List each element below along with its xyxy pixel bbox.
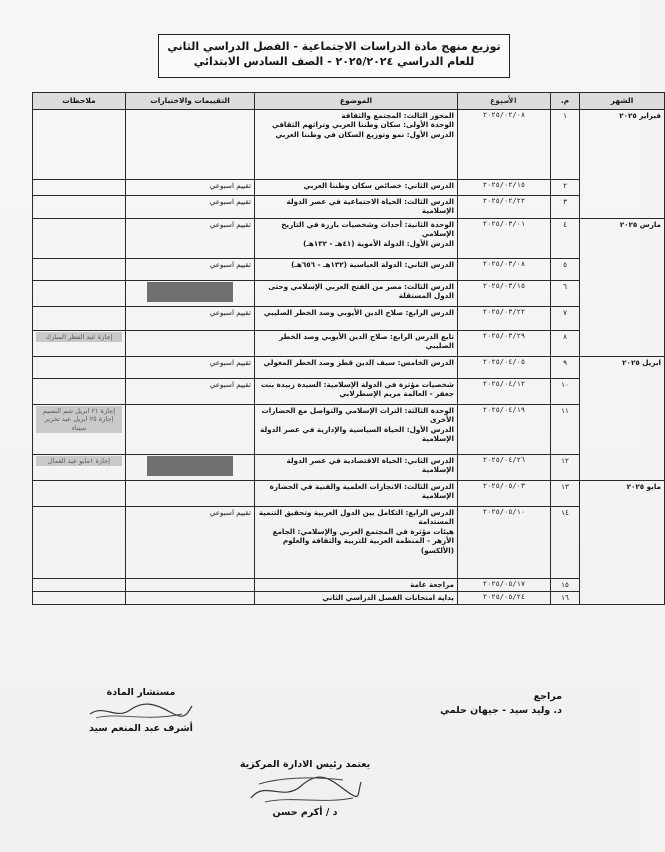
row-number-cell: ١٤ — [551, 507, 580, 579]
approval-block — [220, 758, 390, 820]
evaluation-text: تقييم اسبوعي — [209, 308, 251, 317]
topic-line: الدرس الأول: الحياة السياسية والإدارية في عصر الدولة الإسلامية — [260, 424, 454, 444]
holiday-note: إجازة ٢١ ابريل شم النسيم إجازة ٢٥ ابريل عيد تحرير سيناء — [36, 406, 122, 433]
notes-cell — [33, 307, 126, 331]
table-row — [33, 307, 665, 331]
week-date-cell: ٢٠٢٥/٠٢/٢٢ — [458, 196, 551, 219]
table-row — [33, 405, 665, 455]
table-row — [33, 331, 665, 357]
evaluation-text: تقييم اسبوعي — [209, 197, 251, 206]
topic-cell — [255, 592, 458, 605]
evaluation-cell — [126, 379, 255, 405]
topic-cell — [255, 481, 458, 507]
topic-line: الوحدة الثالثة: التراث الإسلامي والتواصل مع الحضارات الأخرى — [261, 406, 454, 425]
topic-cell — [255, 196, 458, 219]
notes-cell — [33, 331, 126, 357]
topic-cell — [255, 405, 458, 455]
reviewers-block — [402, 690, 562, 718]
table-row — [33, 281, 665, 307]
row-number-cell: ٣ — [551, 196, 580, 219]
week-date-cell: ٢٠٢٥/٠٤/٠٥ — [458, 357, 551, 379]
week-date-cell: ٢٠٢٥/٠٥/٠٣ — [458, 481, 551, 507]
advisor-name: أشرف عبد المنعم سيد — [89, 723, 193, 734]
topic-line: هيئات مؤثرة في المجتمع العربي والإسلامي: الجامع الأزهر - المنظمة العربية للتربية والثقافة والعلوم (الألكسو) — [272, 526, 454, 555]
evaluation-cell — [126, 405, 255, 455]
topic-line: الدرس الثالث: الانجازات العلمية والفنية في الحضارة الإسلامية — [269, 482, 454, 501]
advisor-block — [66, 686, 216, 736]
notes-cell — [33, 110, 126, 180]
evaluation-cell — [126, 481, 255, 507]
week-date-cell: ٢٠٢٥/٠٥/٢٤ — [458, 592, 551, 605]
evaluation-cell — [126, 507, 255, 579]
table-header-row — [33, 93, 665, 110]
notes-cell — [33, 281, 126, 307]
notes-cell — [33, 507, 126, 579]
table-row — [33, 455, 665, 481]
topic-line: الوحدة الثانية: أحداث وشخصيات بارزة في التاريخ الإسلامي — [281, 220, 454, 239]
week-date-cell: ٢٠٢٥/٠٣/٢٢ — [458, 307, 551, 331]
notes-cell — [33, 455, 126, 481]
month-cell: ابريل ٢٠٢٥ — [580, 357, 665, 481]
topic-line: الدرس الأول: الدولة الأموية (٤١هـ - ١٣٢هـ) — [303, 238, 454, 248]
notes-cell — [33, 180, 126, 196]
row-number-cell: ٥ — [551, 259, 580, 281]
topic-cell — [255, 455, 458, 481]
topic-cell — [255, 507, 458, 579]
notes-cell — [33, 196, 126, 219]
topic-line: الوحدة الأولى: سكان وطننا العربي وتراثهم الثقافي — [271, 120, 454, 130]
topic-line: المحور الثالث: المجتمع والثقافة — [341, 111, 454, 120]
col-header-week: الأسبوع — [458, 93, 551, 110]
week-date-cell: ٢٠٢٥/٠٤/١٢ — [458, 379, 551, 405]
evaluation-text: تقييم اسبوعي — [209, 181, 251, 190]
row-number-cell: ١٣ — [551, 481, 580, 507]
topic-cell — [255, 259, 458, 281]
topic-cell — [255, 281, 458, 307]
notes-cell — [33, 357, 126, 379]
row-number-cell: ١٥ — [551, 579, 580, 592]
row-number-cell: ١ — [551, 110, 580, 180]
topic-cell — [255, 219, 458, 259]
col-header-notes: ملاحظات — [33, 93, 126, 110]
advisor-signature — [86, 700, 196, 722]
week-date-cell: ٢٠٢٥/٠٥/١٠ — [458, 507, 551, 579]
topic-line: مراجعة عامة — [410, 580, 454, 589]
table-row — [33, 180, 665, 196]
row-number-cell: ٦ — [551, 281, 580, 307]
advisor-title: مستشار المادة — [106, 687, 176, 698]
week-date-cell: ٢٠٢٥/٠٢/١٥ — [458, 180, 551, 196]
redaction-block — [147, 456, 233, 476]
week-date-cell: ٢٠٢٥/٠٢/٠٨ — [458, 110, 551, 180]
month-cell: مايو ٢٠٢٥ — [580, 481, 665, 605]
table-row — [33, 507, 665, 579]
notes-cell — [33, 379, 126, 405]
redaction-block — [147, 282, 233, 302]
evaluation-text: تقييم اسبوعي — [209, 508, 251, 517]
row-number-cell: ١٢ — [551, 455, 580, 481]
evaluation-cell — [126, 579, 255, 592]
topic-line: الدرس الرابع: صلاح الدين الأيوبي وصد الخطر الصليبي — [263, 308, 454, 317]
evaluation-text: تقييم اسبوعي — [209, 220, 251, 229]
evaluation-text: تقييم اسبوعي — [209, 260, 251, 269]
table-row — [33, 379, 665, 405]
month-cell: مارس ٢٠٢٥ — [580, 219, 665, 357]
holiday-note: إجازة عيد الفطر المبارك — [36, 332, 122, 342]
row-number-cell: ٢ — [551, 180, 580, 196]
table-body — [33, 110, 665, 605]
evaluation-cell — [126, 281, 255, 307]
topic-line: الدرس الثاني: خصائص سكان وطننا العربي — [303, 181, 454, 190]
evaluation-cell — [126, 331, 255, 357]
week-date-cell: ٢٠٢٥/٠٣/١٥ — [458, 281, 551, 307]
topic-line: بداية امتحانات الفصل الدراسي الثاني — [322, 593, 454, 602]
topic-line: الدرس الثاني: الحياة الاقتصادية في عصر الدولة الإسلامية — [286, 456, 454, 475]
evaluation-cell — [126, 180, 255, 196]
curriculum-table — [32, 92, 665, 605]
month-cell: فبراير ٢٠٢٥ — [580, 110, 665, 219]
row-number-cell: ١٠ — [551, 379, 580, 405]
topic-line: الدرس الخامس: سيف الدين قطز وصد الخطر المغولي — [263, 358, 454, 367]
week-date-cell: ٢٠٢٥/٠٥/١٧ — [458, 579, 551, 592]
reviewers-names: د. وليد سيد - جيهان حلمي — [440, 705, 562, 716]
topic-line: الدرس الثاني: الدولة العباسية (١٣٢هـ - ٦٥٦هـ) — [291, 260, 454, 269]
holiday-note: إجازة ١مايو عيد العمال — [36, 456, 122, 466]
topic-cell — [255, 180, 458, 196]
evaluation-cell — [126, 259, 255, 281]
row-number-cell: ١٦ — [551, 592, 580, 605]
approval-title: يعتمد رئيس الادارة المركزية — [239, 759, 371, 770]
topic-line: شخصيات مؤثرة في الدولة الإسلامية: السيدة زبيدة بنت جعفر - العالمة مريم الإسطرلابي — [260, 380, 454, 399]
table-row — [33, 481, 665, 507]
evaluation-cell — [126, 110, 255, 180]
evaluation-cell — [126, 592, 255, 605]
topic-line: الدرس الثالث: الحياة الاجتماعية في عصر الدولة الإسلامية — [286, 197, 454, 216]
table-row — [33, 579, 665, 592]
topic-cell — [255, 331, 458, 357]
col-header-topic: الموضوع — [255, 93, 458, 110]
week-date-cell: ٢٠٢٥/٠٣/٠٨ — [458, 259, 551, 281]
evaluation-cell — [126, 455, 255, 481]
col-header-month: الشهر — [580, 93, 665, 110]
table-row — [33, 110, 665, 180]
table-row — [33, 592, 665, 605]
row-number-cell: ١١ — [551, 405, 580, 455]
table-row — [33, 259, 665, 281]
evaluation-cell — [126, 196, 255, 219]
evaluation-cell — [126, 307, 255, 331]
evaluation-text: تقييم اسبوعي — [209, 358, 251, 367]
notes-cell — [33, 405, 126, 455]
topic-cell — [255, 357, 458, 379]
col-header-evaluations: التقييمات والاختبارات — [126, 93, 255, 110]
topic-cell — [255, 307, 458, 331]
row-number-cell: ٧ — [551, 307, 580, 331]
title-line-2: للعام الدراسي ٢٠٢٥/٢٠٢٤ - الصف السادس الابتدائي — [193, 55, 475, 68]
topic-line: الدرس الثالث: مصر من الفتح العربي الإسلامي وحتى الدول المستقلة — [268, 282, 454, 301]
row-number-cell: ٨ — [551, 331, 580, 357]
week-date-cell: ٢٠٢٥/٠٣/٠١ — [458, 219, 551, 259]
row-number-cell: ٩ — [551, 357, 580, 379]
week-date-cell: ٢٠٢٥/٠٣/٢٩ — [458, 331, 551, 357]
approval-signature — [245, 772, 365, 806]
notes-cell — [33, 219, 126, 259]
topic-cell — [255, 379, 458, 405]
row-number-cell: ٤ — [551, 219, 580, 259]
document-title-box — [158, 34, 510, 78]
evaluation-cell — [126, 219, 255, 259]
table-row — [33, 357, 665, 379]
evaluation-cell — [126, 357, 255, 379]
col-header-number: م. — [551, 93, 580, 110]
table-row — [33, 219, 665, 259]
notes-cell — [33, 579, 126, 592]
notes-cell — [33, 592, 126, 605]
topic-cell — [255, 110, 458, 180]
table-row — [33, 196, 665, 219]
approval-name: د / أكرم حسن — [272, 807, 338, 818]
week-date-cell: ٢٠٢٥/٠٤/١٩ — [458, 405, 551, 455]
reviewers-title: مراجع — [533, 691, 562, 702]
topic-cell — [255, 579, 458, 592]
evaluation-text: تقييم اسبوعي — [209, 380, 251, 389]
title-line-1: توزيع منهج مادة الدراسات الاجتماعية - الفصل الدراسي الثاني — [167, 40, 501, 53]
notes-cell — [33, 259, 126, 281]
notes-cell — [33, 481, 126, 507]
week-date-cell: ٢٠٢٥/٠٤/٢٦ — [458, 455, 551, 481]
topic-line: الدرس الرابع: التكامل بين الدول العربية وتحقيق التنمية المستدامة — [258, 508, 454, 527]
topic-line: تابع الدرس الرابع: صلاح الدين الأيوبي وصد الخطر الصليبي — [279, 332, 454, 351]
topic-line: الدرس الأول: نمو وتوزيع السكان في وطننا العربي — [275, 129, 454, 139]
